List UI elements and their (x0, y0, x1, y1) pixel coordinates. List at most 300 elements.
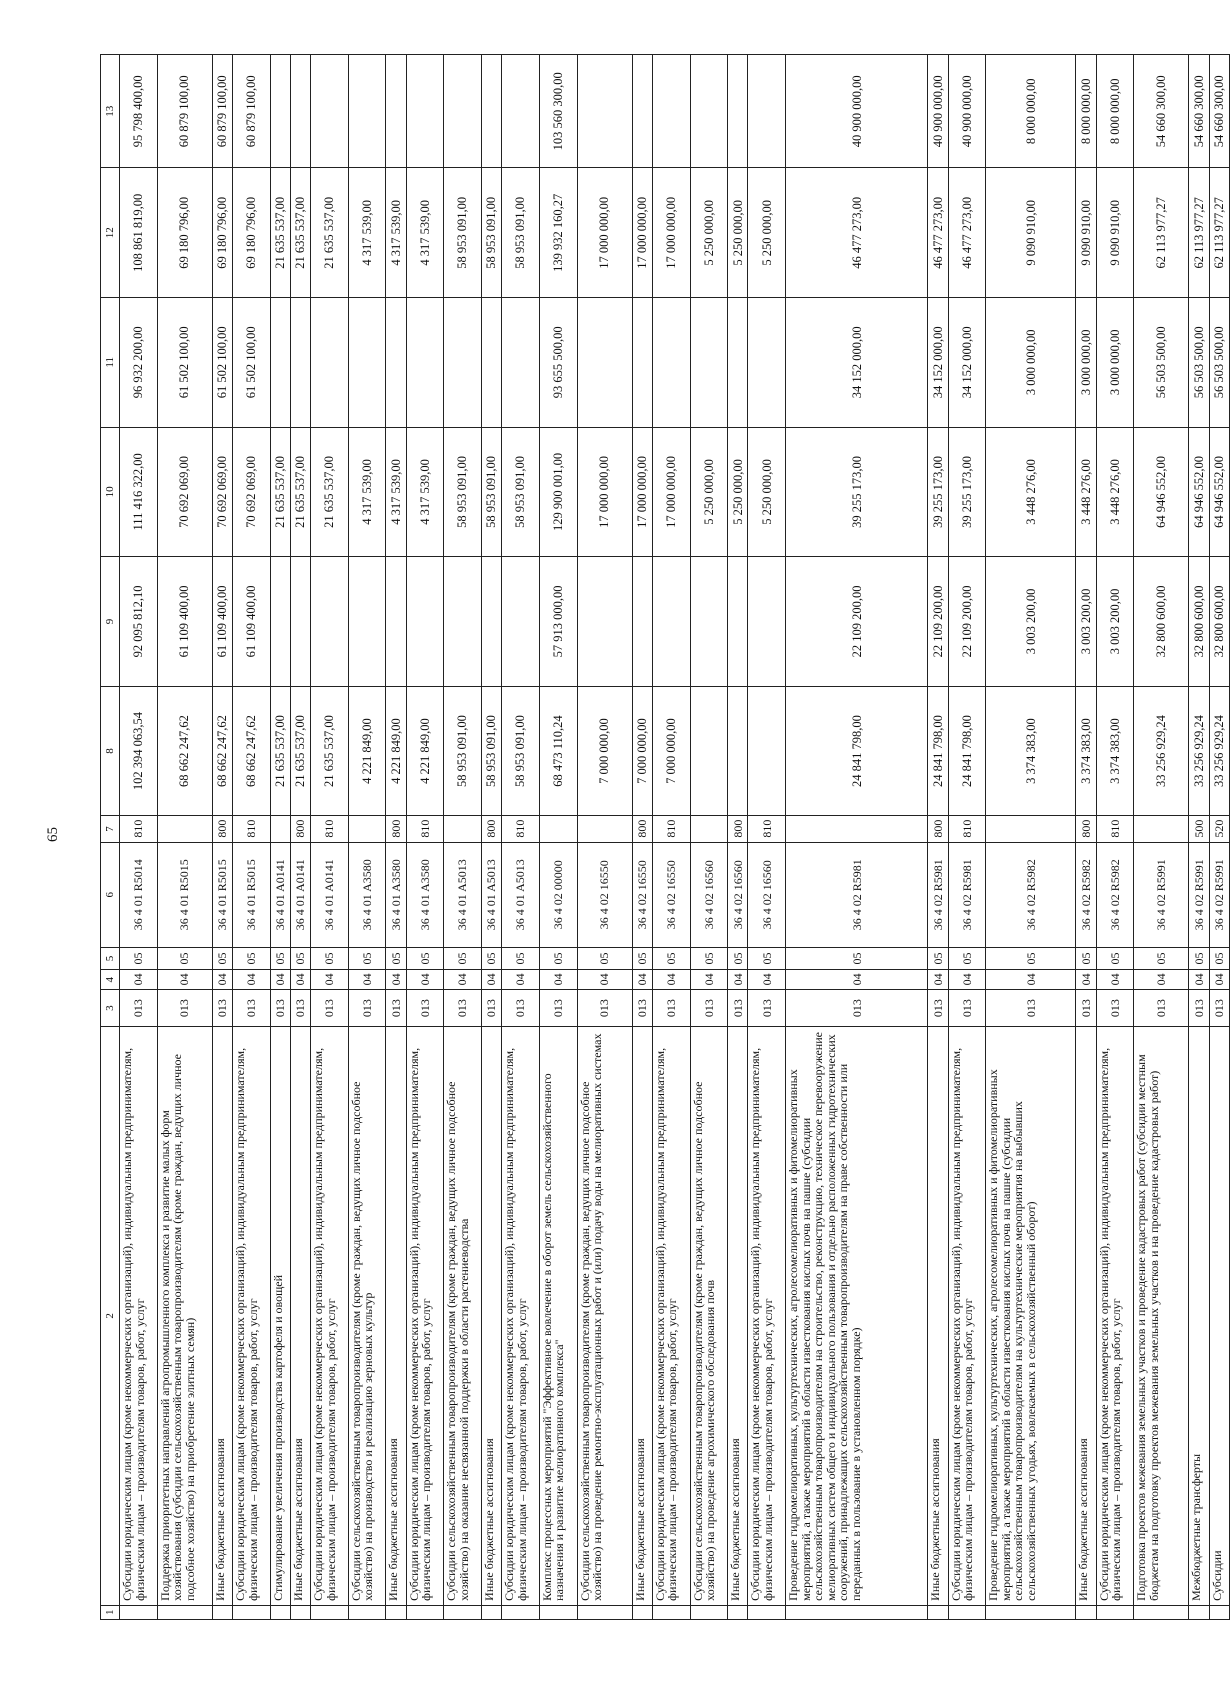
value-col-8: 102 394 063,54 (120, 686, 158, 816)
subsection-code: 05 (928, 947, 948, 969)
subsection-code: 05 (1189, 947, 1209, 969)
admin-code: 013 (290, 990, 310, 1026)
section-code: 04 (632, 970, 652, 990)
value-col-10: 5 250 000,00 (748, 427, 786, 557)
value-col-11: 93 655 500,00 (539, 298, 577, 428)
value-col-12: 5 250 000,00 (728, 168, 748, 298)
subsection-code: 05 (1076, 947, 1096, 969)
value-col-9 (348, 557, 386, 687)
expense-type-code: 810 (948, 816, 986, 842)
value-col-9 (577, 557, 632, 687)
table-row (986, 55, 1076, 1620)
column-number-3: 3 (101, 990, 120, 1026)
subsection-code: 05 (577, 947, 632, 969)
value-col-9: 22 109 200,00 (928, 557, 948, 687)
value-col-9: 32 800 600,00 (1189, 557, 1209, 687)
value-col-13 (311, 55, 349, 168)
admin-code: 013 (444, 990, 482, 1026)
expense-type-code: 810 (406, 816, 444, 842)
value-col-10: 70 692 069,00 (233, 427, 271, 557)
value-col-8: 4 221 849,00 (406, 686, 444, 816)
target-article-code: 36 4 02 R5982 (986, 842, 1076, 947)
value-col-12: 21 635 537,00 (270, 168, 290, 298)
value-col-8: 3 374 383,00 (986, 686, 1076, 816)
admin-code: 013 (539, 990, 577, 1026)
column-number-12: 12 (101, 168, 120, 298)
value-col-11: 3 000 000,00 (986, 298, 1076, 428)
row-blank-cell (386, 1605, 406, 1619)
table-row (748, 55, 786, 1620)
table-row (1209, 55, 1229, 1620)
row-blank-cell (652, 1605, 690, 1619)
value-col-8: 58 953 091,00 (502, 686, 540, 816)
value-col-12: 69 180 796,00 (157, 168, 212, 298)
value-col-13 (270, 55, 290, 168)
target-article-code: 36 4 01 A0141 (290, 842, 310, 947)
value-col-12: 62 113 977,27 (1134, 168, 1189, 298)
value-col-9 (270, 557, 290, 687)
target-article-code: 36 4 01 A3580 (406, 842, 444, 947)
value-col-11: 56 503 500,00 (1134, 298, 1189, 428)
subsection-code: 05 (444, 947, 482, 969)
expense-type-code (157, 816, 212, 842)
subsection-code: 05 (290, 947, 310, 969)
value-col-13 (482, 55, 502, 168)
value-col-13: 54 660 300,00 (1209, 55, 1229, 168)
row-name: Субсидии сельскохозяйственным товаропроизводителям (кроме граждан, ведущих личное подсобное хозяйство) на проведение агрохимического обследования почв (690, 1026, 728, 1605)
value-col-8: 7 000 000,00 (577, 686, 632, 816)
value-col-11 (348, 298, 386, 428)
column-number-13: 13 (101, 55, 120, 168)
value-col-13: 40 900 000,00 (948, 55, 986, 168)
target-article-code: 36 4 01 A0141 (270, 842, 290, 947)
value-col-9: 22 109 200,00 (948, 557, 986, 687)
subsection-code: 05 (632, 947, 652, 969)
expense-type-code: 800 (728, 816, 748, 842)
value-col-9 (690, 557, 728, 687)
value-col-12: 5 250 000,00 (748, 168, 786, 298)
table-row (948, 55, 986, 1620)
value-col-8: 7 000 000,00 (632, 686, 652, 816)
column-number-1: 1 (101, 1605, 120, 1619)
value-col-13: 60 879 100,00 (212, 55, 232, 168)
subsection-code: 05 (233, 947, 271, 969)
target-article-code: 36 4 02 R5991 (1189, 842, 1209, 947)
row-blank-cell (1209, 1605, 1229, 1619)
row-blank-cell (233, 1605, 271, 1619)
row-name: Иные бюджетные ассигнования (1076, 1026, 1096, 1605)
column-number-row (101, 55, 120, 1620)
value-col-8: 7 000 000,00 (652, 686, 690, 816)
table-row (928, 55, 948, 1620)
value-col-9: 61 109 400,00 (233, 557, 271, 687)
value-col-11 (311, 298, 349, 428)
value-col-8: 21 635 537,00 (290, 686, 310, 816)
admin-code: 013 (386, 990, 406, 1026)
value-col-10: 39 255 173,00 (928, 427, 948, 557)
value-col-11: 56 503 500,00 (1189, 298, 1209, 428)
value-col-9 (311, 557, 349, 687)
value-col-10: 64 946 552,00 (1134, 427, 1189, 557)
value-col-9 (632, 557, 652, 687)
target-article-code: 36 4 01 R5015 (212, 842, 232, 947)
table-row (632, 55, 652, 1620)
section-code: 04 (233, 970, 271, 990)
expense-type-code: 800 (386, 816, 406, 842)
section-code: 04 (1189, 970, 1209, 990)
table-row (1134, 55, 1189, 1620)
value-col-13 (406, 55, 444, 168)
value-col-9 (444, 557, 482, 687)
value-col-10: 3 448 276,00 (986, 427, 1076, 557)
expense-type-code: 800 (482, 816, 502, 842)
row-blank-cell (986, 1605, 1076, 1619)
value-col-13 (290, 55, 310, 168)
value-col-8: 3 374 383,00 (1096, 686, 1134, 816)
row-blank-cell (1189, 1605, 1209, 1619)
row-name: Иные бюджетные ассигнования (632, 1026, 652, 1605)
value-col-13 (444, 55, 482, 168)
value-col-12: 9 090 910,00 (986, 168, 1076, 298)
value-col-10: 64 946 552,00 (1209, 427, 1229, 557)
budget-table (100, 54, 1230, 1620)
admin-code: 013 (502, 990, 540, 1026)
value-col-10: 4 317 539,00 (348, 427, 386, 557)
section-code: 04 (386, 970, 406, 990)
target-article-code: 36 4 01 A5013 (482, 842, 502, 947)
table-row (1096, 55, 1134, 1620)
row-blank-cell (157, 1605, 212, 1619)
expense-type-code: 800 (212, 816, 232, 842)
section-code: 04 (577, 970, 632, 990)
section-code: 04 (748, 970, 786, 990)
target-article-code: 36 4 01 R5015 (233, 842, 271, 947)
value-col-10: 5 250 000,00 (690, 427, 728, 557)
value-col-8: 3 374 383,00 (1076, 686, 1096, 816)
section-code: 04 (157, 970, 212, 990)
section-code: 04 (948, 970, 986, 990)
row-name: Субсидии юридическим лицам (кроме некоммерческих организаций), индивидуальным предпринимателям, физическим лицам – производителям товаров, работ, услуг (748, 1026, 786, 1605)
value-col-13: 95 798 400,00 (120, 55, 158, 168)
value-col-13 (632, 55, 652, 168)
value-col-11: 3 000 000,00 (1076, 298, 1096, 428)
value-col-9 (290, 557, 310, 687)
value-col-11 (748, 298, 786, 428)
value-col-8: 21 635 537,00 (270, 686, 290, 816)
column-number-9: 9 (101, 557, 120, 687)
target-article-code: 36 4 02 16550 (632, 842, 652, 947)
subsection-code: 05 (482, 947, 502, 969)
table-row (444, 55, 482, 1620)
value-col-12: 62 113 977,27 (1209, 168, 1229, 298)
value-col-11: 34 152 000,00 (928, 298, 948, 428)
subsection-code: 05 (728, 947, 748, 969)
value-col-13: 54 660 300,00 (1189, 55, 1209, 168)
value-col-13: 60 879 100,00 (233, 55, 271, 168)
value-col-11: 34 152 000,00 (948, 298, 986, 428)
value-col-11 (406, 298, 444, 428)
subsection-code: 05 (311, 947, 349, 969)
admin-code: 013 (270, 990, 290, 1026)
value-col-9 (502, 557, 540, 687)
value-col-10: 3 448 276,00 (1096, 427, 1134, 557)
value-col-10: 58 953 091,00 (502, 427, 540, 557)
target-article-code: 36 4 02 16550 (577, 842, 632, 947)
expense-type-code (577, 816, 632, 842)
target-article-code: 36 4 02 16550 (652, 842, 690, 947)
value-col-11 (502, 298, 540, 428)
table-row (728, 55, 748, 1620)
section-code: 04 (1096, 970, 1134, 990)
value-col-12: 46 477 273,00 (786, 168, 928, 298)
section-code: 04 (290, 970, 310, 990)
admin-code: 013 (1209, 990, 1229, 1026)
value-col-13: 40 900 000,00 (928, 55, 948, 168)
expense-type-code: 810 (748, 816, 786, 842)
value-col-8: 58 953 091,00 (444, 686, 482, 816)
row-blank-cell (502, 1605, 540, 1619)
value-col-13 (652, 55, 690, 168)
target-article-code: 36 4 01 A3580 (386, 842, 406, 947)
table-row (386, 55, 406, 1620)
value-col-9: 32 800 600,00 (1209, 557, 1229, 687)
value-col-12: 139 932 160,27 (539, 168, 577, 298)
table-row (690, 55, 728, 1620)
section-code: 04 (728, 970, 748, 990)
row-name: Комплекс процессных мероприятий "Эффективное вовлечение в оборот земель сельскохозяйственного назначения и развитие мелиоративного комплекса" (539, 1026, 577, 1605)
table-row (212, 55, 232, 1620)
value-col-11: 34 152 000,00 (786, 298, 928, 428)
row-blank-cell (406, 1605, 444, 1619)
value-col-10: 70 692 069,00 (157, 427, 212, 557)
row-name: Стимулирование увеличения производства картофеля и овощей (270, 1026, 290, 1605)
value-col-11 (482, 298, 502, 428)
value-col-12: 4 317 539,00 (348, 168, 386, 298)
subsection-code: 05 (690, 947, 728, 969)
row-blank-cell (120, 1605, 158, 1619)
table-row (157, 55, 212, 1620)
row-blank-cell (444, 1605, 482, 1619)
value-col-10: 39 255 173,00 (786, 427, 928, 557)
row-blank-cell (290, 1605, 310, 1619)
section-code: 04 (120, 970, 158, 990)
table-row (290, 55, 310, 1620)
admin-code: 013 (233, 990, 271, 1026)
value-col-10: 21 635 537,00 (290, 427, 310, 557)
value-col-13: 103 560 300,00 (539, 55, 577, 168)
subsection-code: 05 (986, 947, 1076, 969)
value-col-10: 58 953 091,00 (444, 427, 482, 557)
value-col-11: 61 502 100,00 (233, 298, 271, 428)
row-blank-cell (311, 1605, 349, 1619)
expense-type-code (539, 816, 577, 842)
row-name: Субсидии сельскохозяйственным товаропроизводителям (кроме граждан, ведущих личное подсобное хозяйство) на производство и реализацию зерновых культур (348, 1026, 386, 1605)
subsection-code: 05 (270, 947, 290, 969)
section-code: 04 (690, 970, 728, 990)
admin-code: 013 (311, 990, 349, 1026)
value-col-10: 17 000 000,00 (577, 427, 632, 557)
row-blank-cell (212, 1605, 232, 1619)
value-col-11 (577, 298, 632, 428)
value-col-8 (728, 686, 748, 816)
admin-code: 013 (348, 990, 386, 1026)
row-name: Поддержка приоритетных направлений агропромышленного комплекса и развитие малых форм хозяйствования (субсидии сельскохозяйственным товаропроизводителям (кроме граждан, ведущих личное подсобное хозяйство) на приобретение элитных семян) (157, 1026, 212, 1605)
section-code: 04 (444, 970, 482, 990)
admin-code: 013 (1076, 990, 1096, 1026)
row-name: Иные бюджетные ассигнования (212, 1026, 232, 1605)
table-row (482, 55, 502, 1620)
table-row (1189, 55, 1209, 1620)
row-blank-cell (632, 1605, 652, 1619)
value-col-13 (577, 55, 632, 168)
row-name: Субсидии сельскохозяйственным товаропроизводителям (кроме граждан, ведущих личное подсобное хозяйство) на проведение ремонтно-эксплуатационных работ и (или) подачу воды на мелиоративных системах (577, 1026, 632, 1605)
admin-code: 013 (157, 990, 212, 1026)
target-article-code: 36 4 02 R5991 (1134, 842, 1189, 947)
admin-code: 013 (120, 990, 158, 1026)
value-col-9: 61 109 400,00 (157, 557, 212, 687)
admin-code: 013 (632, 990, 652, 1026)
value-col-8: 68 662 247,62 (157, 686, 212, 816)
table-row (120, 55, 158, 1620)
subsection-code: 05 (386, 947, 406, 969)
target-article-code: 36 4 02 R5991 (1209, 842, 1229, 947)
admin-code: 013 (748, 990, 786, 1026)
section-code: 04 (311, 970, 349, 990)
value-col-11: 3 000 000,00 (1096, 298, 1134, 428)
value-col-8: 24 841 798,00 (928, 686, 948, 816)
expense-type-code (786, 816, 928, 842)
value-col-8: 24 841 798,00 (948, 686, 986, 816)
admin-code: 013 (577, 990, 632, 1026)
subsection-code: 05 (1134, 947, 1189, 969)
row-name: Иные бюджетные ассигнования (482, 1026, 502, 1605)
row-blank-cell (482, 1605, 502, 1619)
value-col-12: 108 861 819,00 (120, 168, 158, 298)
value-col-8: 21 635 537,00 (311, 686, 349, 816)
expense-type-code: 500 (1189, 816, 1209, 842)
value-col-12: 46 477 273,00 (948, 168, 986, 298)
row-name: Субсидии юридическим лицам (кроме некоммерческих организаций), индивидуальным предпринимателям, физическим лицам – производителям товаров, работ, услуг (948, 1026, 986, 1605)
admin-code: 013 (786, 990, 928, 1026)
value-col-8: 24 841 798,00 (786, 686, 928, 816)
value-col-10: 39 255 173,00 (948, 427, 986, 557)
value-col-9 (728, 557, 748, 687)
value-col-11 (444, 298, 482, 428)
row-name: Субсидии юридическим лицам (кроме некоммерческих организаций), индивидуальным предпринимателям, физическим лицам – производителям товаров, работ, услуг (233, 1026, 271, 1605)
value-col-8: 68 662 247,62 (233, 686, 271, 816)
target-article-code: 36 4 02 00000 (539, 842, 577, 947)
value-col-9 (482, 557, 502, 687)
value-col-8: 4 221 849,00 (348, 686, 386, 816)
admin-code: 013 (928, 990, 948, 1026)
row-name: Субсидии (1209, 1026, 1229, 1605)
value-col-9 (748, 557, 786, 687)
value-col-11: 61 502 100,00 (212, 298, 232, 428)
section-code: 04 (928, 970, 948, 990)
table-row (233, 55, 271, 1620)
value-col-10: 129 900 001,00 (539, 427, 577, 557)
admin-code: 013 (406, 990, 444, 1026)
column-number-4: 4 (101, 970, 120, 990)
subsection-code: 05 (406, 947, 444, 969)
table-row (652, 55, 690, 1620)
value-col-13 (386, 55, 406, 168)
section-code: 04 (406, 970, 444, 990)
value-col-13: 60 879 100,00 (157, 55, 212, 168)
expense-type-code: 520 (1209, 816, 1229, 842)
value-col-13 (502, 55, 540, 168)
row-name: Иные бюджетные ассигнования (290, 1026, 310, 1605)
row-blank-cell (1134, 1605, 1189, 1619)
value-col-11 (652, 298, 690, 428)
subsection-code: 05 (212, 947, 232, 969)
table-row (502, 55, 540, 1620)
target-article-code: 36 4 02 16560 (748, 842, 786, 947)
expense-type-code: 800 (928, 816, 948, 842)
admin-code: 013 (728, 990, 748, 1026)
value-col-12: 62 113 977,27 (1189, 168, 1209, 298)
subsection-code: 05 (502, 947, 540, 969)
value-col-9: 3 003 200,00 (1096, 557, 1134, 687)
admin-code: 013 (1189, 990, 1209, 1026)
value-col-10: 5 250 000,00 (728, 427, 748, 557)
subsection-code: 05 (1209, 947, 1229, 969)
subsection-code: 05 (748, 947, 786, 969)
value-col-12: 4 317 539,00 (406, 168, 444, 298)
subsection-code: 05 (539, 947, 577, 969)
table-header (101, 55, 120, 1620)
section-code: 04 (482, 970, 502, 990)
value-col-8: 68 473 110,24 (539, 686, 577, 816)
value-col-10: 58 953 091,00 (482, 427, 502, 557)
section-code: 04 (1209, 970, 1229, 990)
target-article-code: 36 4 02 R5981 (928, 842, 948, 947)
section-code: 04 (270, 970, 290, 990)
row-blank-cell (348, 1605, 386, 1619)
value-col-12: 58 953 091,00 (444, 168, 482, 298)
value-col-12: 58 953 091,00 (502, 168, 540, 298)
section-code: 04 (539, 970, 577, 990)
row-name: Субсидии сельскохозяйственным товаропроизводителям (кроме граждан, ведущих личное подсобное хозяйство) на оказание несвязанной поддержки в области растениеводства (444, 1026, 482, 1605)
value-col-11 (690, 298, 728, 428)
value-col-9: 57 913 000,00 (539, 557, 577, 687)
value-col-9: 32 800 600,00 (1134, 557, 1189, 687)
row-blank-cell (786, 1605, 928, 1619)
row-blank-cell (1096, 1605, 1134, 1619)
value-col-11: 61 502 100,00 (157, 298, 212, 428)
value-col-8: 33 256 929,24 (1209, 686, 1229, 816)
table-row (311, 55, 349, 1620)
admin-code: 013 (690, 990, 728, 1026)
row-name: Проведение гидромелиоративных, культуртехнических, агролесомелиоративных и фитомелиоративных мероприятий, а также мероприятий в области известкования кислых почв на пашне (субсидии сельскохозяйственным товаропроизводителям на культуртехнические мероприятия на выбывших сельскохозяйственных угодьях, вовлекаемых в сельскохозяйственный оборот) (986, 1026, 1076, 1605)
value-col-12: 46 477 273,00 (928, 168, 948, 298)
column-number-11: 11 (101, 298, 120, 428)
admin-code: 013 (652, 990, 690, 1026)
target-article-code: 36 4 01 A3580 (348, 842, 386, 947)
value-col-12: 69 180 796,00 (233, 168, 271, 298)
page-number: 65 (45, 827, 61, 842)
target-article-code: 36 4 01 A5013 (502, 842, 540, 947)
row-blank-cell (577, 1605, 632, 1619)
table-row (577, 55, 632, 1620)
target-article-code: 36 4 01 R5015 (157, 842, 212, 947)
subsection-code: 05 (120, 947, 158, 969)
target-article-code: 36 4 01 A5013 (444, 842, 482, 947)
value-col-13: 8 000 000,00 (1076, 55, 1096, 168)
value-col-12: 21 635 537,00 (290, 168, 310, 298)
table-body (120, 55, 1230, 1620)
row-blank-cell (270, 1605, 290, 1619)
